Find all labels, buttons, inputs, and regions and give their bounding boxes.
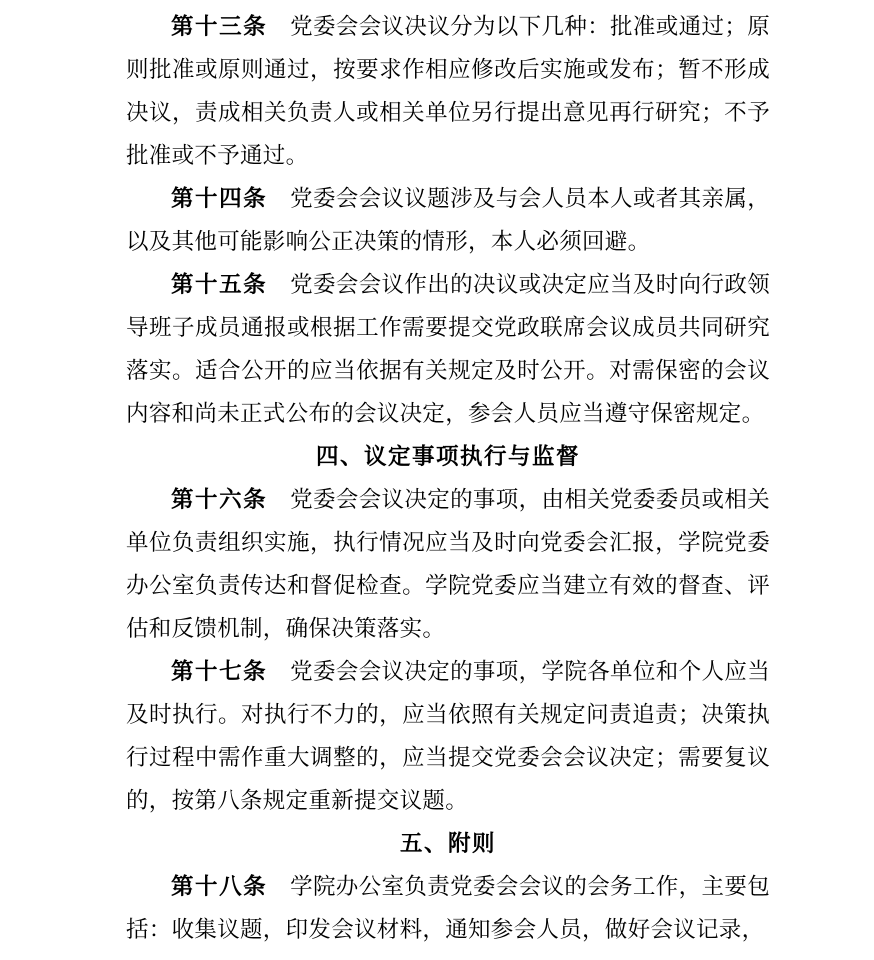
article-paragraph <box>126 178 770 264</box>
article-text: 党委会会议决定的事项，由相关党委委员或相关单位负责组织实施，执行情况应当及时向党委会汇报，学院党委办公室负责传达和督促检查。学院党委应当建立有效的督查、评估和反馈机制，确保决策落实。 <box>126 487 770 642</box>
section-heading: 五、附则 <box>399 831 496 857</box>
article-label: 第十五条 <box>171 272 268 298</box>
article-label: 第十八条 <box>171 874 268 900</box>
section-heading: 四、议定事项执行与监督 <box>315 444 580 470</box>
article-paragraph <box>126 651 770 823</box>
article-text: 党委会会议议题涉及与会人员本人或者其亲属，以及其他可能影响公正决策的情形，本人必须回避。 <box>126 186 770 255</box>
article-label: 第十四条 <box>171 186 268 212</box>
article-paragraph <box>126 866 770 952</box>
article-text: 学院办公室负责党委会会议的会务工作，主要包括：收集议题，印发会议材料，通知参会人员，做好会议记录， <box>126 874 770 943</box>
article-paragraph <box>126 6 770 178</box>
article-text: 党委会会议决议分为以下几种：批准或通过；原则批准或原则通过，按要求作相应修改后实施或发布；暂不形成决议，责成相关负责人或相关单位另行提出意见再行研究；不予批准或不予通过。 <box>126 14 770 169</box>
article-label: 第十三条 <box>171 14 268 40</box>
article-label: 第十七条 <box>171 659 268 685</box>
article-paragraph <box>126 264 770 436</box>
article-text: 党委会会议决定的事项，学院各单位和个人应当及时执行。对执行不力的，应当依照有关规定问责追责；决策执行过程中需作重大调整的，应当提交党委会会议决定；需要复议的，按第八条规定重新提交议题。 <box>126 659 770 814</box>
article-paragraph <box>126 479 770 651</box>
article-label: 第十六条 <box>171 487 268 513</box>
article-text: 党委会会议作出的决议或决定应当及时向行政领导班子成员通报或根据工作需要提交党政联席会议成员共同研究落实。适合公开的应当依据有关规定及时公开。对需保密的会议内容和尚未正式公布的会议决定，参会人员应当遵守保密规定。 <box>126 272 770 427</box>
